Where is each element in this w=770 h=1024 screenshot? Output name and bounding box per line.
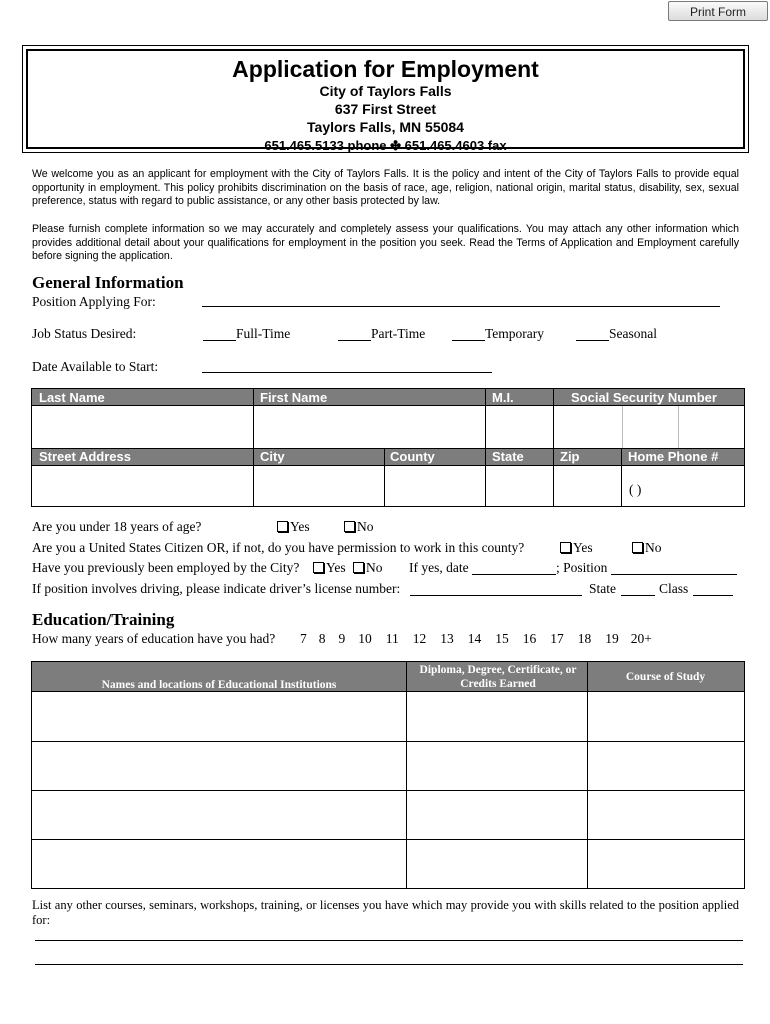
years-education-label: How many years of education have you had? (32, 631, 276, 646)
years-option[interactable]: 17 (550, 631, 564, 646)
header-inner (26, 49, 745, 153)
drivers-license-label: If position involves driving, please indicate driver’s license number: (32, 581, 401, 596)
citizen-yes-checkbox[interactable] (560, 542, 571, 553)
street-address-input[interactable] (32, 466, 253, 506)
county-header: County (390, 449, 435, 464)
home-phone-input[interactable]: ( ) (629, 482, 642, 497)
last-name-header: Last Name (39, 390, 105, 405)
header-city-state-zip: Taylors Falls, MN 55084 (307, 119, 464, 135)
home-phone-header: Home Phone # (628, 449, 719, 464)
years-option[interactable]: 15 (495, 631, 509, 646)
other-courses-label: List any other courses, seminars, workshops, training, or licenses you have which may provide you with skills related to the position applied for: (32, 898, 739, 927)
employed-yes-checkbox[interactable] (313, 562, 324, 573)
temporary-label: Temporary (485, 326, 545, 341)
other-courses-line-2[interactable] (35, 964, 743, 965)
position-label: Position Applying For: (32, 294, 156, 309)
citizen-no[interactable] (632, 540, 662, 556)
previously-employed-label: Have you previously been employed by the City? (32, 560, 300, 575)
header-contact (28, 137, 743, 154)
education-row-1-institution[interactable] (32, 692, 406, 741)
years-option[interactable]: 11 (385, 631, 399, 646)
last-name-input[interactable] (32, 406, 253, 448)
position-input[interactable] (202, 306, 720, 307)
previous-position-input[interactable] (611, 574, 737, 575)
date-available-label: Date Available to Start: (32, 359, 159, 374)
ssn-input[interactable] (554, 406, 744, 448)
employed-no-checkbox[interactable] (353, 562, 364, 573)
years-option[interactable]: 12 (412, 631, 427, 646)
zip-input[interactable] (554, 466, 621, 506)
street-address-header: Street Address (39, 449, 131, 464)
no-label: No (366, 560, 383, 575)
license-class-label: Class (659, 581, 689, 596)
city-input[interactable] (254, 466, 384, 506)
years-option[interactable]: 8 (318, 631, 326, 646)
years-option[interactable]: 18 (577, 631, 592, 646)
yes-label: Yes (573, 540, 593, 555)
under-18-label: Are you under 18 years of age? (32, 519, 202, 534)
license-state-label: State (589, 581, 616, 596)
county-input[interactable] (385, 466, 485, 506)
address-grid (31, 448, 745, 507)
date-available-input[interactable] (202, 372, 492, 373)
part-time-label: Part-Time (371, 326, 426, 341)
employed-no[interactable] (353, 560, 383, 576)
citizen-label: Are you a United States Citizen OR, if not, do you have permission to work in this county? (32, 540, 525, 555)
years-option[interactable]: 14 (467, 631, 482, 646)
seasonal-label: Seasonal (609, 326, 657, 341)
city-header: City (260, 449, 285, 464)
header-city: City of Taylors Falls (319, 83, 452, 99)
header-street: 637 First Street (334, 101, 437, 117)
mi-input[interactable] (486, 406, 553, 448)
institutions-column-header: Names and locations of Educational Institutions (101, 679, 337, 691)
header-box (22, 45, 749, 153)
no-label: No (645, 540, 662, 555)
grid-divider (621, 449, 622, 506)
years-option[interactable]: 7 (300, 631, 307, 646)
no-label: No (357, 519, 374, 534)
page-title: Application for Employment (232, 56, 539, 82)
employed-yes[interactable] (313, 560, 346, 576)
drivers-license-input[interactable] (410, 595, 582, 596)
education-table-header (31, 661, 745, 692)
license-state-input[interactable] (621, 595, 655, 596)
print-form-button[interactable]: Print Form (668, 1, 768, 21)
education-row-2-institution[interactable] (32, 742, 406, 790)
position-prev-label: ; Position (556, 560, 608, 575)
education-row-3-institution[interactable] (32, 791, 406, 839)
years-option[interactable]: 20+ (630, 631, 652, 646)
years-option[interactable]: 13 (440, 631, 454, 646)
other-courses-line-1[interactable] (35, 940, 743, 941)
under-18-no[interactable] (344, 519, 374, 535)
job-status-label: Job Status Desired: (32, 326, 137, 341)
years-option[interactable]: 10 (358, 631, 372, 646)
header-phone: 651.465.5133 phone (264, 138, 387, 153)
years-option[interactable]: 19 (605, 631, 619, 646)
years-option[interactable]: 9 (338, 631, 346, 646)
name-grid (31, 388, 745, 449)
part-time-input[interactable] (338, 340, 371, 341)
separator-icon: ✤ (390, 138, 402, 153)
yes-label: Yes (290, 519, 310, 534)
under-18-no-checkbox[interactable] (344, 521, 355, 532)
general-information-heading: General Information (32, 273, 184, 292)
seasonal-input[interactable] (576, 340, 609, 341)
education-table-body (31, 691, 745, 889)
license-class-input[interactable] (693, 595, 733, 596)
header-fax: 651.465.4603 fax (404, 138, 507, 153)
if-yes-date-label: If yes, date (409, 560, 469, 575)
zip-header: Zip (560, 449, 580, 464)
years-options (300, 631, 652, 647)
under-18-yes-checkbox[interactable] (277, 521, 288, 532)
education-heading: Education/Training (32, 610, 175, 629)
first-name-input[interactable] (254, 406, 485, 448)
diploma-column-header: Diploma, Degree, Certificate, or Credits Earned (419, 664, 577, 690)
yes-label: Yes (326, 560, 346, 575)
citizen-no-checkbox[interactable] (632, 542, 643, 553)
mi-header: M.I. (492, 390, 514, 405)
education-row-4-institution[interactable] (32, 840, 406, 888)
first-name-header: First Name (260, 390, 328, 405)
under-18-yes[interactable] (277, 519, 310, 535)
intro-paragraph-1: We welcome you as an applicant for employment with the City of Taylors Falls. It is the policy and intent of the City of Taylors Falls to provide equal opportunity in employment. This policy prohibits discrimination on the basis of race, age, religion, national origin, marital status, disability, sex, sexual preference, status with regard to public assistance, or any other basis protected by law. (32, 168, 739, 207)
state-input[interactable] (486, 466, 553, 506)
ssn-header: Social Security Number (571, 390, 717, 405)
course-column-header: Course of Study (625, 671, 706, 683)
citizen-yes[interactable] (560, 540, 593, 556)
grid-divider (587, 662, 588, 691)
state-header: State (492, 449, 524, 464)
full-time-input[interactable] (203, 340, 236, 341)
intro-paragraph-2: Please furnish complete information so we may accurately and completely assess your qualifications. You may attach any other information which provides additional detail about your qualifications for employment in the position you seek. Read the Terms of Application and Employment carefully before signing the application. (32, 223, 739, 262)
full-time-label: Full-Time (236, 326, 291, 341)
years-option[interactable]: 16 (522, 631, 537, 646)
grid-divider (406, 662, 407, 691)
employed-date-input[interactable] (472, 574, 556, 575)
temporary-input[interactable] (452, 340, 485, 341)
